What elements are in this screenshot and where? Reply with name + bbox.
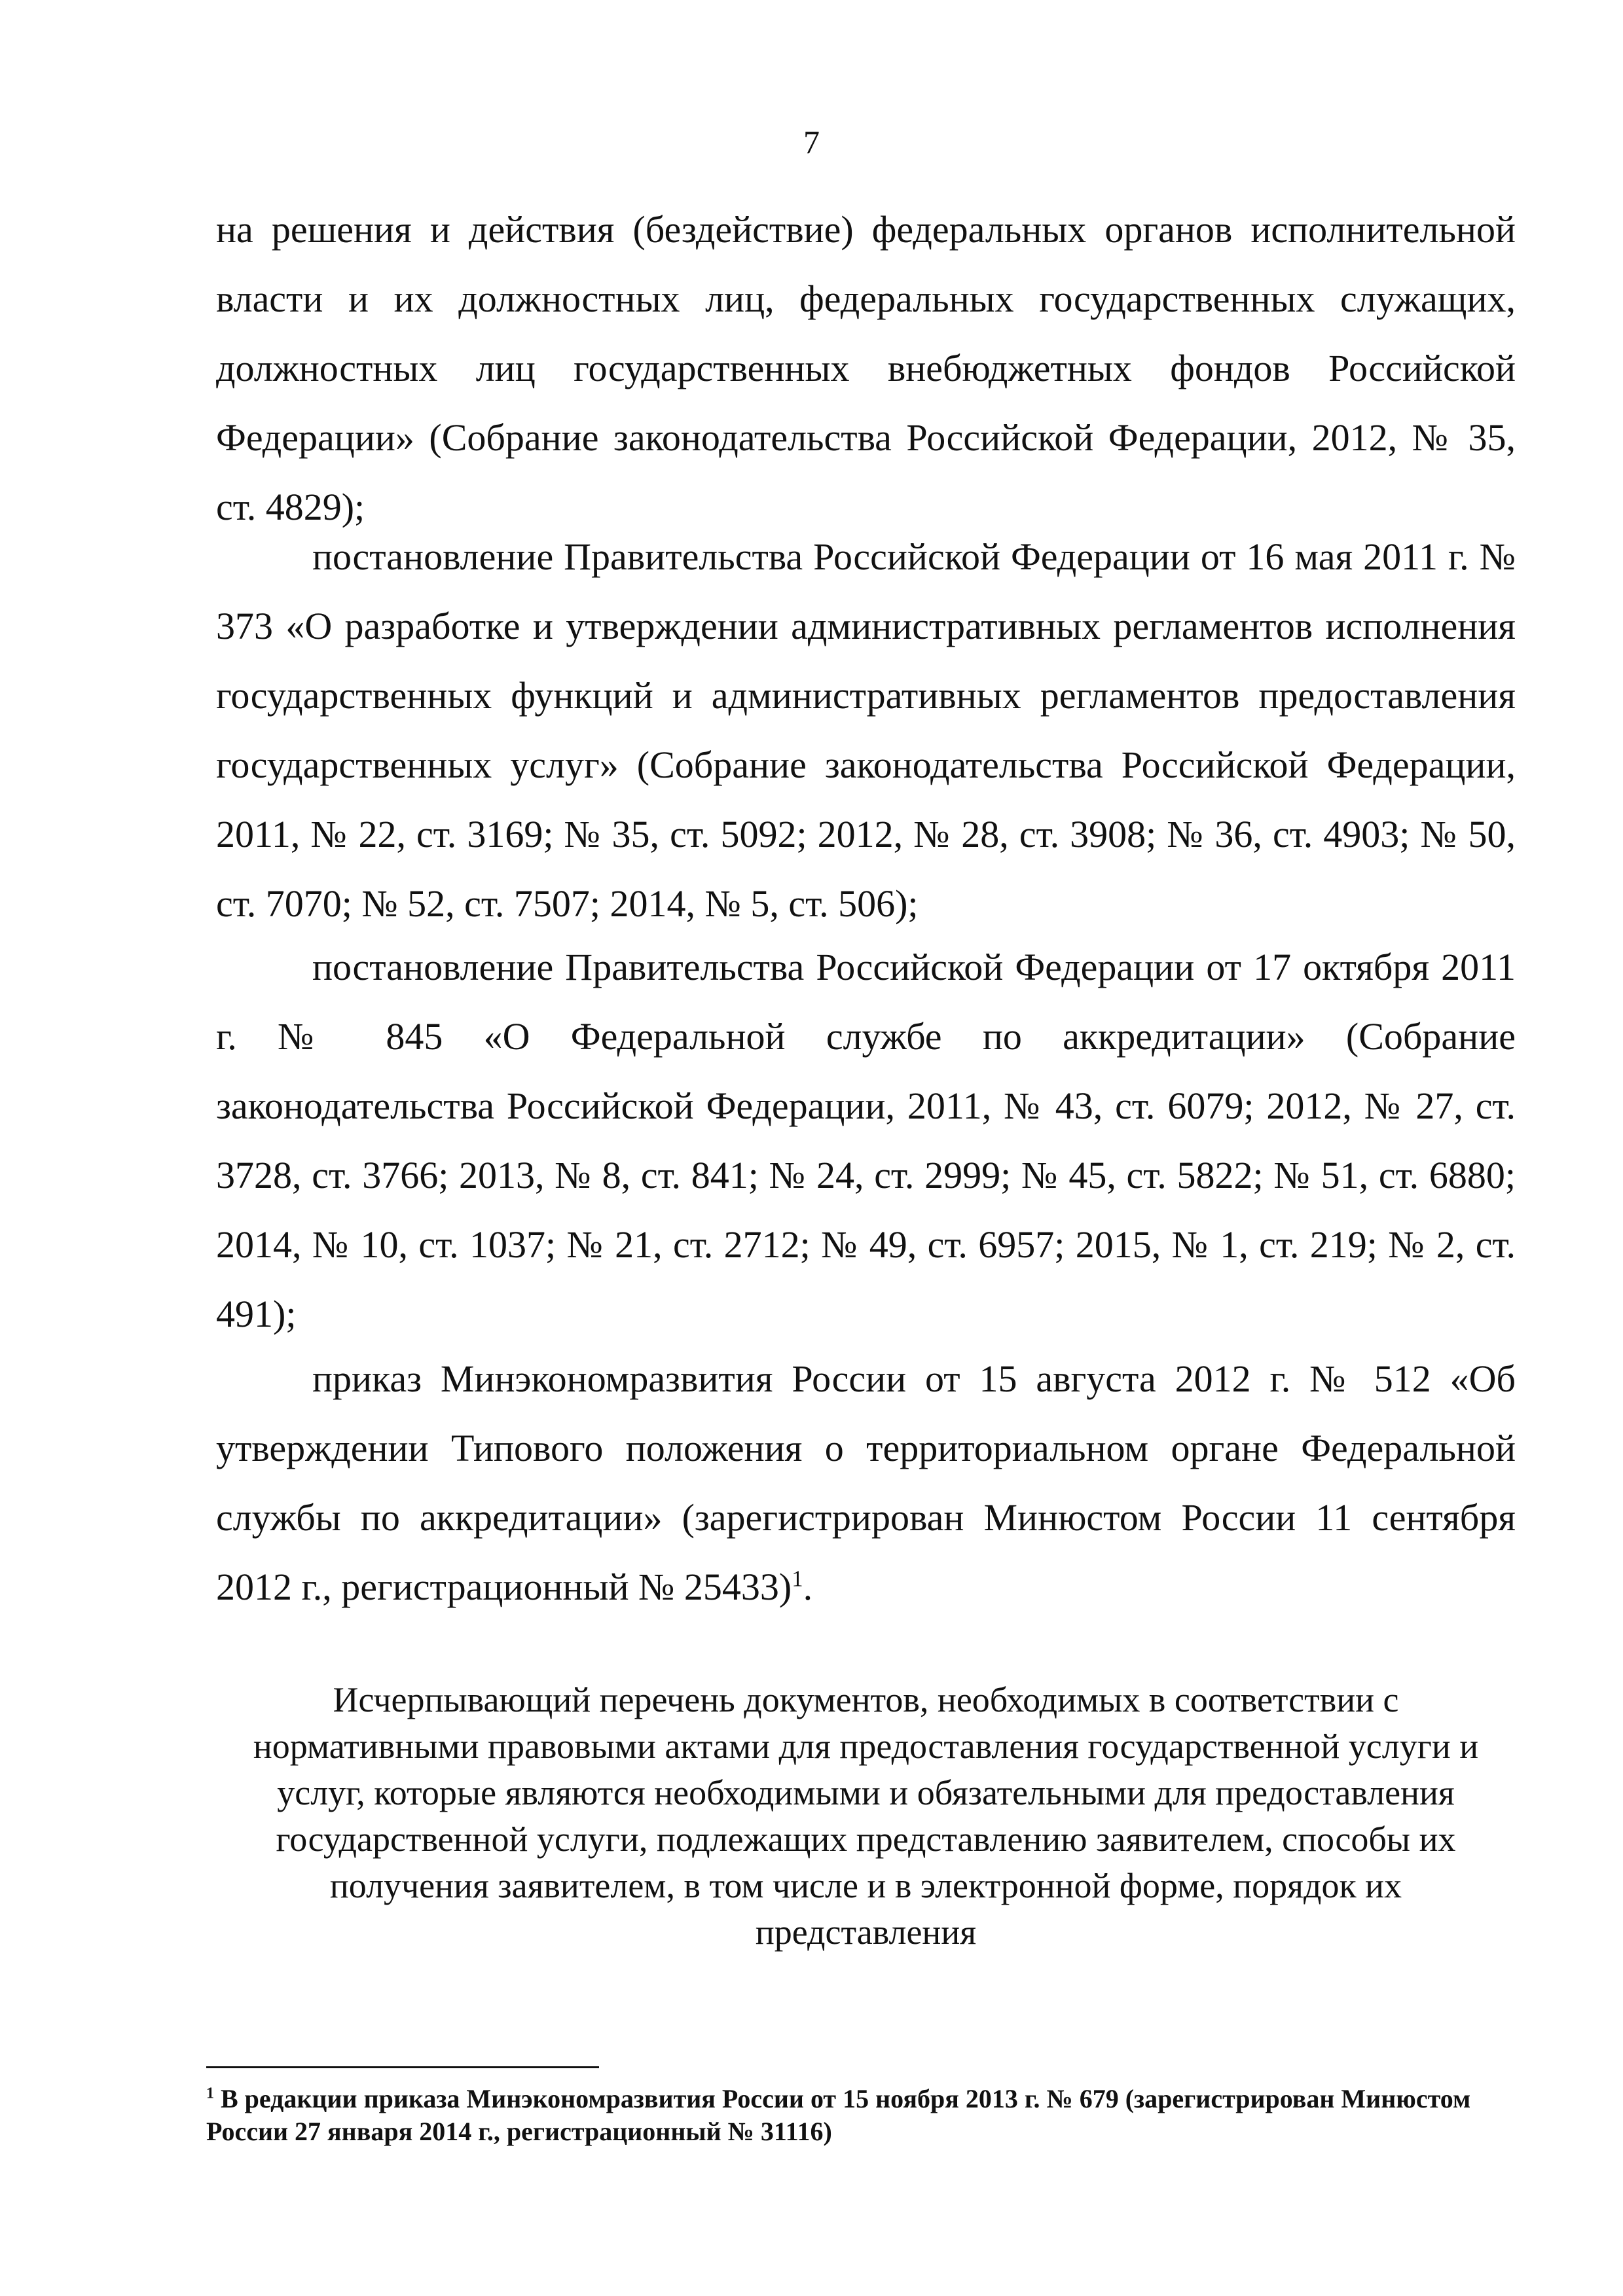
footnote-divider [206, 2066, 599, 2068]
section-heading: Исчерпывающий перечень документов, необходимых в соответствии с нормативными правовыми актами для предоставления государственной услуги и услуг, которые являются необходимыми и обязательными для предоставления государственной услуги, подлежащих представлению заявителем, способы их получения заявителем, в том числе и в электронной форме, порядок их представления [253, 1680, 1479, 1952]
footnote-marker: 1 [206, 2085, 214, 2102]
page-number: 7 [803, 124, 820, 160]
paragraph-prikaz-512-text: приказ Минэкономразвития России от 15 августа 2012 г. № 512 «Об утверждении Типового положения о территориальном органе Федеральной службы по аккредитации» (зарегистрирован Минюстом России 11 сентября 2012 г., регистрационный № 25433) [216, 1357, 1516, 1608]
footnote [206, 2083, 1506, 2148]
footnote-text: В редакции приказа Минэкономразвития России от 15 ноября 2013 г. № 679 (зарегистрирован Минюстом России 27 января 2014 г., регистрационный № 31116) [206, 2084, 1471, 2146]
paragraph-prikaz-512-end: . [803, 1566, 813, 1608]
paragraph-continuation: на решения и действия (бездействие) федеральных органов исполнительной власти и их должностных лиц, федеральных государственных служащих, должностных лиц государственных внебюджетных фондов Российской Федерации» (Собрание законодательства Российской Федерации, 2012, № 35, ст. 4829); [216, 208, 1516, 528]
paragraph-prikaz-512 [216, 1344, 1516, 1622]
paragraph-postanovlenie-373: постановление Правительства Российской Федерации от 16 мая 2011 г. № 373 «О разработке и утверждении административных регламентов исполнения государственных функций и административных регламентов предоставления государственных услуг» (Собрание законодательства Российской Федерации, 2011, № 22, ст. 3169; № 35, ст. 5092; 2012, № 28, ст. 3908; № 36, ст. 4903; № 50, ст. 7070; № 52, ст. 7507; 2014, № 5, ст. 506); [216, 535, 1516, 925]
footnote-reference: 1 [792, 1566, 803, 1592]
paragraph-postanovlenie-845: постановление Правительства Российской Федерации от 17 октября 2011 г. № 845 «О Федеральной службе по аккредитации» (Собрание законодательства Российской Федерации, 2011, № 43, ст. 6079; 2012, № 27, ст. 3728, ст. 3766; 2013, № 8, ст. 841; № 24, ст. 2999; № 45, ст. 5822; № 51, ст. 6880; 2014, № 10, ст. 1037; № 21, ст. 2712; № 49, ст. 6957; 2015, № 1, ст. 219; № 2, ст. 491); [216, 946, 1516, 1335]
